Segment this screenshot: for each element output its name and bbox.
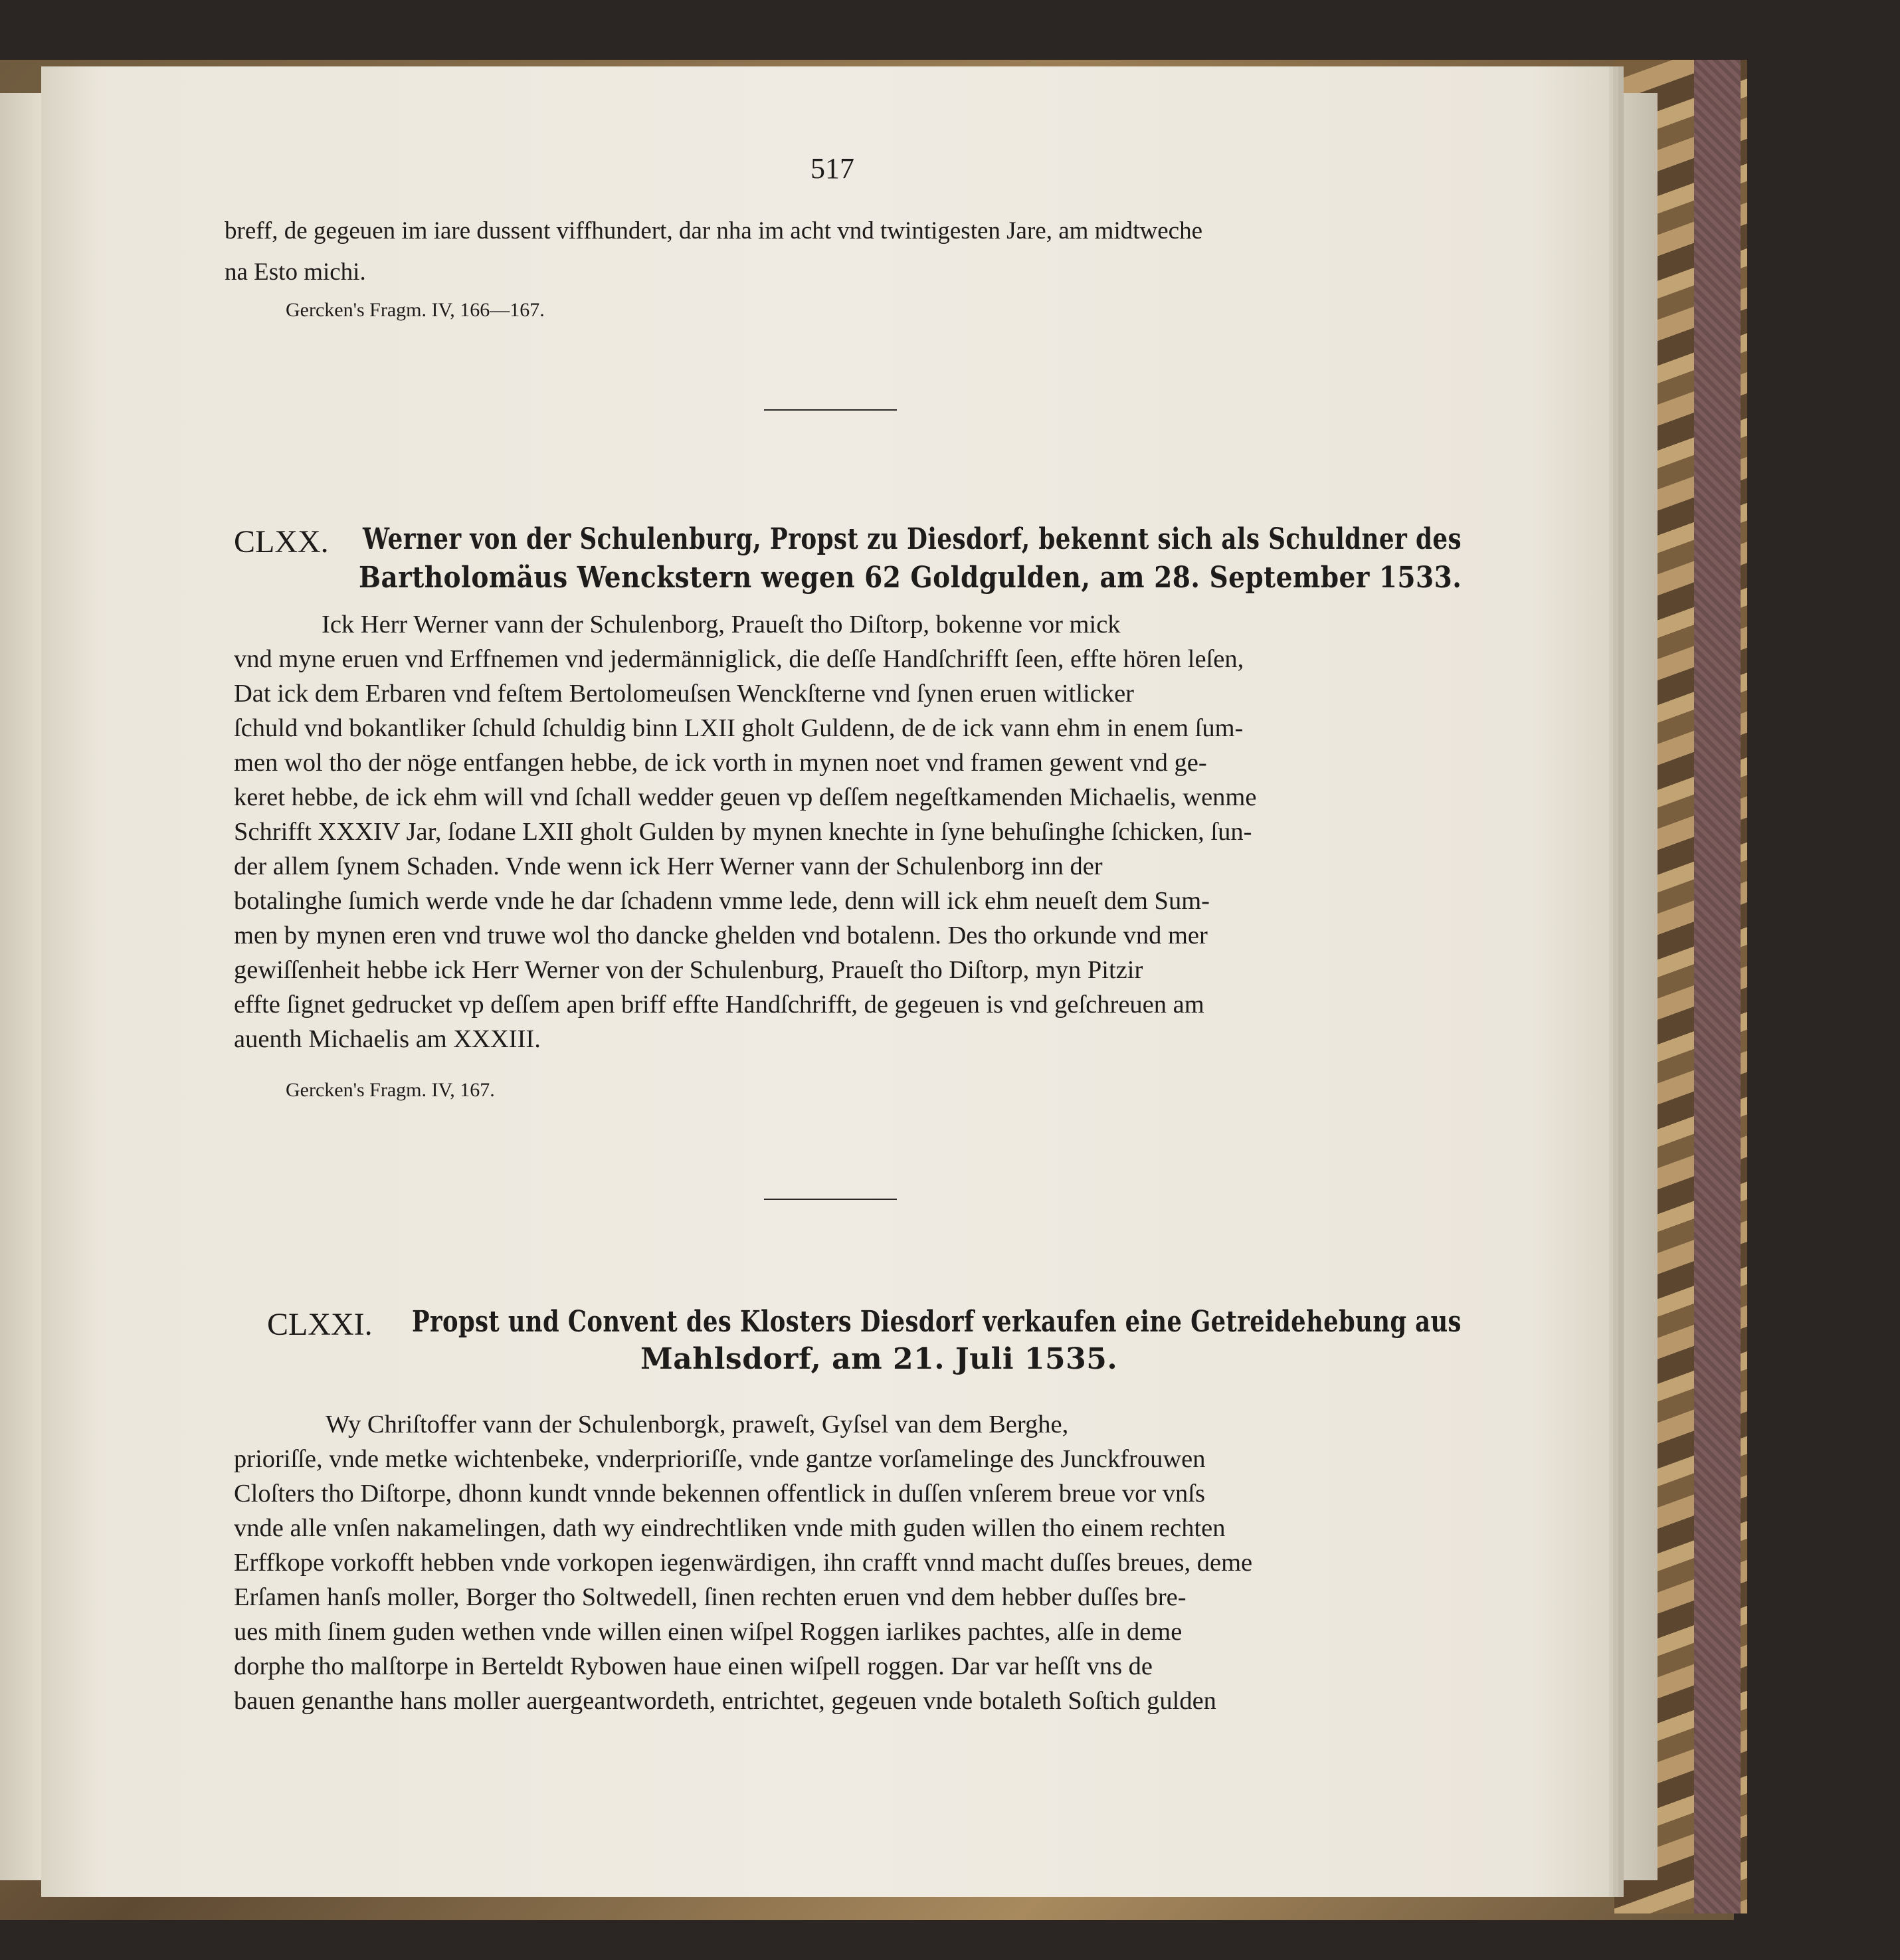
section-divider-2: [764, 1199, 897, 1200]
clxx-line-8: der allem ſynem Schaden. Vnde wenn ick Herr Werner vann der Schulenborg inn der: [234, 852, 1103, 880]
prev-doc-source: Gercken's Fragm. IV, 166—167.: [286, 299, 545, 321]
clxxi-line-2: prioriſſe, vnde metke wichtenbeke, vnderprioriſſe, vnde gantze vorſamelinge des Junckfrouwen: [234, 1445, 1206, 1473]
prev-doc-line-2: na Esto michi.: [225, 258, 366, 286]
clxx-line-12: effte ſignet gedrucket vp deſſem apen briff effte Handſchrifft, de gegeuen is vnd geſchreuen am: [234, 991, 1204, 1019]
page-number: 517: [810, 152, 854, 185]
clxx-line-13: auenth Michaelis am XXXIII.: [234, 1025, 541, 1053]
prev-doc-line-1: breff, de gegeuen im iare dussent viffhundert, dar nha im acht vnd twintigesten Jare, am midtweche: [225, 217, 1202, 245]
clxx-line-7: Schrifft XXXIV Jar, ſodane LXII gholt Gulden by mynen knechte in ſyne behuſinghe ſchicken, ſun-: [234, 818, 1252, 846]
page-stack-edge: [1611, 93, 1658, 1880]
doc-title-clxxi-line-2: Mahlsdorf, am 21. Juli 1535.: [640, 1342, 1118, 1376]
clxx-line-1: Ick Herr Werner vann der Schulenborg, Praueſt tho Diſtorp, bokenne vor mick: [322, 611, 1121, 638]
doc-title-clxx-line-1: Werner von der Schulenburg, Propst zu Diesdorf, bekennt sich als Schuldner des: [363, 522, 1462, 556]
doc-number-clxx: CLXX.: [234, 524, 329, 559]
clxxi-line-7: ues mith ſinem guden wethen vnde willen einen wiſpel Roggen iarlikes pachtes, alſe in deme: [234, 1618, 1183, 1646]
section-divider: [764, 409, 897, 411]
clxx-line-6: keret hebbe, de ick ehm will vnd ſchall wedder geuen vp deſſem negeſtkamenden Michaelis, wenme: [234, 783, 1257, 811]
clxx-line-10: men by mynen eren vnd truwe wol tho dancke ghelden vnd botalenn. Des tho orkunde vnd mer: [234, 922, 1208, 949]
clxx-line-11: gewiſſenheit hebbe ick Herr Werner von der Schulenburg, Praueſt tho Diſtorp, myn Pitzir: [234, 956, 1143, 984]
clxxi-line-9: bauen genanthe hans moller auergeantwordeth, entrichtet, gegeuen vnde botaleth Soſtich gulden: [234, 1687, 1216, 1715]
clxxi-line-6: Erſamen hanſs moller, Borger tho Soltwedell, ſinen rechten eruen vnd dem hebber duſſes bre-: [234, 1583, 1187, 1611]
left-page-edge: [0, 93, 47, 1880]
clxx-line-3: Dat ick dem Erbaren vnd feſtem Bertolomeuſsen Wenckſterne vnd ſynen eruen witlicker: [234, 680, 1134, 708]
doc-number-clxxi: CLXXI.: [267, 1307, 373, 1342]
cloth-spine: [1694, 60, 1741, 1913]
clxx-line-9: botalinghe ſumich werde vnde he dar ſchadenn vmme lede, denn will ick ehm neueſt dem Sum-: [234, 887, 1210, 915]
clxx-line-2: vnd myne eruen vnd Erffnemen vnd jedermänniglick, die deſſe Handſchrifft ſeen, effte hören leſen,: [234, 645, 1244, 673]
clxxi-line-4: vnde alle vnſen nakamelingen, dath wy eindrechtliken vnde mith guden willen tho einem rechten: [234, 1514, 1226, 1542]
clxxi-line-5: Erffkope vorkofft hebben vnde vorkopen iegenwärdigen, ihn crafft vnnd macht duſſes breues, deme: [234, 1549, 1253, 1577]
doc-title-clxx-line-2: Bartholomäus Wenckstern wegen 62 Goldgulden, am 28. September 1533.: [359, 561, 1462, 595]
clxxi-line-3: Cloſters tho Diſtorpe, dhonn kundt vnnde bekennen offentlick in duſſen vnſerem breue vor vnſs: [234, 1480, 1205, 1508]
clxxi-line-1: Wy Chriſtoffer vann der Schulenborgk, praweſt, Gyſsel van dem Berghe,: [326, 1411, 1069, 1438]
clxx-line-4: ſchuld vnd bokantliker ſchuld ſchuldig binn LXII gholt Guldenn, de de ick vann ehm in enem ſum-: [234, 714, 1244, 742]
doc-title-clxxi-line-1: Propst und Convent des Klosters Diesdorf verkaufen eine Getreidehebung aus: [412, 1305, 1462, 1339]
clxx-line-5: men wol tho der nöge entfangen hebbe, de ick vorth in mynen noet vnd framen gewent vnd ge-: [234, 749, 1207, 777]
clxxi-line-8: dorphe tho malſtorpe in Berteldt Rybowen haue einen wiſpell roggen. Dar var heſſt vns de: [234, 1652, 1153, 1680]
clxx-source: Gercken's Fragm. IV, 167.: [286, 1079, 495, 1101]
